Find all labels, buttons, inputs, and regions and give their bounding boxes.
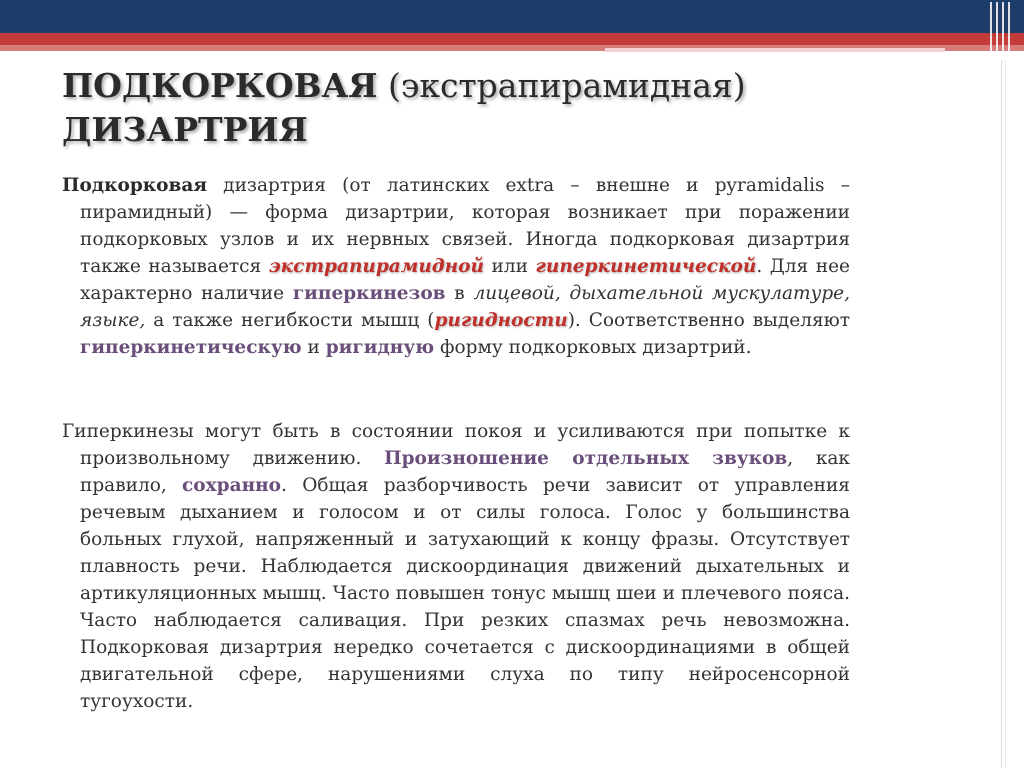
header-band-blue [0, 0, 1024, 33]
p1-term-rigidity: ригидности [434, 310, 568, 331]
p1-term-hyperkinetic: гиперкинетической [535, 256, 757, 277]
title-part-1: ПОДКОРКОВАЯ [62, 66, 378, 105]
p2-text-3: . Общая разборчивость речи зависит от управления речевым дыханием и голосом и от силы голоса. Голос у большинства больных глухой, напряженный и затухающий к концу фразы. Отсутствует плавность речи. Наблюдается дискоординация движений дыхательных и артикуляционных мышц. Часто повышен тонус мышц шеи и плечевого пояса. Часто наблюдается саливация. При резких спазмах речь невозможна. Подкорковая дизартрия нередко сочетается с дискоординациями в общей двигательной сфере, нарушениями слуха по типу нейросенсорной тугоухости. [80, 475, 850, 712]
right-border-line [1001, 60, 1002, 768]
paragraph-1 [62, 172, 850, 361]
p2-term-preserved: сохранно [182, 475, 282, 496]
p1-term-hyperkinetic-form: гиперкинетическую [80, 337, 302, 358]
paragraph-2 [62, 418, 850, 715]
right-border-line-2 [1005, 60, 1006, 768]
p1-text-6: ). Соответственно выделяют [567, 310, 850, 331]
p1-text-7: и [301, 337, 326, 358]
title-part-2: (экстрапирамидная) [377, 66, 746, 105]
p1-text-8: форму подкорковых дизартрий. [434, 337, 752, 358]
p1-term-extrapyramidal: экстрапирамидной [268, 256, 484, 277]
p1-text-3: . Для нее характерно наличие [80, 256, 850, 304]
p2-text-1: Гиперкинезы могут быть в состоянии покоя и усиливаются при попытке к произвольному движению. [62, 421, 850, 469]
p1-text-2: или [483, 256, 536, 277]
p1-text-5: а также негибкости мышц ( [145, 310, 435, 331]
p1-text-1: дизартрия (от латинских extra – внешне и pyramidalis – пирамидный) — форма дизартрии, которая возникает при поражении подкорковых узлов и их нервных связей. Иногда подкорковая дизартрия также называется [80, 175, 850, 277]
p1-term-hyperkinesis: гиперкинезов [292, 283, 446, 304]
p1-text-4: в [445, 283, 474, 304]
header-highlight-stripe [605, 48, 945, 52]
p1-term-rigid-form: ригидную [325, 337, 435, 358]
title-part-3: ДИЗАРТРИЯ [62, 110, 308, 149]
p1-italic-muscles: лицевой, дыхательной мускулатуре, языке, [80, 283, 850, 331]
header-band-red [0, 33, 1024, 45]
p2-term-pronunciation: Произношение отдельных звуков [384, 448, 788, 469]
p1-term: Подкорковая [62, 175, 207, 196]
p2-text-2: , как правило, [80, 448, 850, 496]
slide-title [62, 64, 942, 152]
header-decoration-lines [986, 0, 1016, 60]
